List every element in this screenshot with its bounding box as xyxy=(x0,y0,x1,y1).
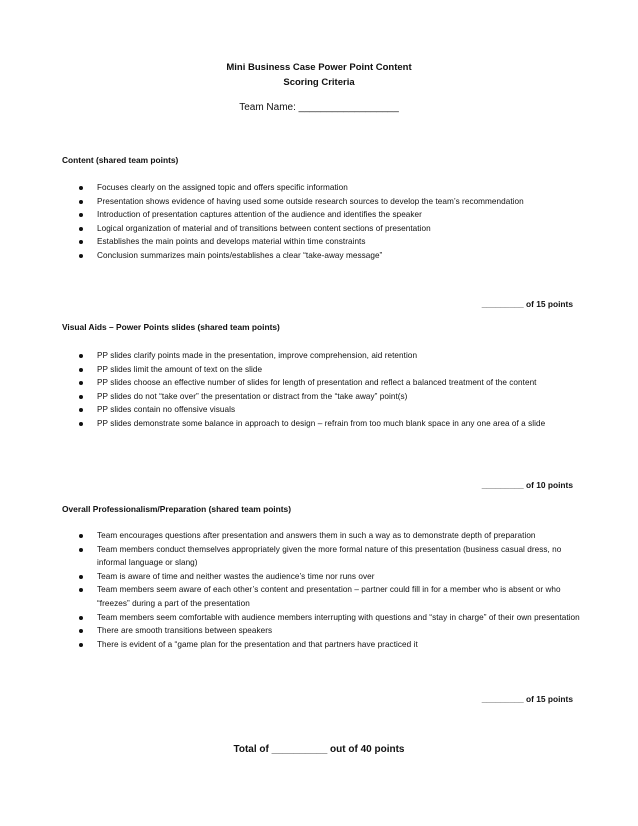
bullet-icon xyxy=(79,186,83,190)
bullet-icon xyxy=(79,354,83,358)
bullet-icon xyxy=(79,240,83,244)
bullet-icon xyxy=(79,395,83,399)
bullet-icon xyxy=(79,588,83,592)
professionalism-score-line: _________ of 15 points xyxy=(481,694,573,704)
section-heading-professionalism: Overall Professionalism/Preparation (shared team points) xyxy=(62,504,291,514)
bullet-icon xyxy=(79,422,83,426)
total-score-line: Total of __________ out of 40 points xyxy=(233,744,405,755)
content-criteria-list xyxy=(62,181,582,263)
list-item: Introduction of presentation captures attention of the audience and identifies the speaker xyxy=(62,208,582,222)
list-item: Establishes the main points and develops material within time constraints xyxy=(62,235,582,249)
list-item: Team members seem comfortable with audience members interrupting with questions and “stay in charge” of their own presentation xyxy=(62,611,582,625)
list-item: Team is aware of time and neither wastes the audience’s time nor runs over xyxy=(62,570,582,584)
list-item: PP slides choose an effective number of slides for length of presentation and reflect a balanced treatment of the content xyxy=(62,376,582,390)
professionalism-criteria-list xyxy=(62,529,582,651)
list-item: PP slides clarify points made in the presentation, improve comprehension, aid retention xyxy=(62,349,582,363)
visual-aids-score-line: _________ of 10 points xyxy=(481,480,573,490)
bullet-icon xyxy=(79,408,83,412)
section-heading-content: Content (shared team points) xyxy=(62,155,179,165)
bullet-icon xyxy=(79,381,83,385)
list-item: Logical organization of material and of transitions between content sections of presentation xyxy=(62,222,582,236)
bullet-icon xyxy=(79,629,83,633)
list-item: There is evident of a “game plan for the presentation and that partners have practiced it xyxy=(62,638,582,652)
bullet-icon xyxy=(79,213,83,217)
list-item: PP slides contain no offensive visuals xyxy=(62,403,582,417)
visual-aids-criteria-list xyxy=(62,349,582,431)
team-name-line: Team Name: __________________ xyxy=(239,102,399,113)
list-item: Conclusion summarizes main points/establishes a clear “take-away message” xyxy=(62,249,582,263)
list-item: There are smooth transitions between speakers xyxy=(62,624,582,638)
bullet-icon xyxy=(79,534,83,538)
list-item: PP slides limit the amount of text on the slide xyxy=(62,363,582,377)
bullet-icon xyxy=(79,643,83,647)
bullet-icon xyxy=(79,616,83,620)
list-item: Team encourages questions after presentation and answers them in such a way as to demonstrate depth of preparation xyxy=(62,529,582,543)
list-item: Team members conduct themselves appropriately given the more formal nature of this presentation (business casual dress, no informal language or slang) xyxy=(62,543,582,570)
list-item: Presentation shows evidence of having used some outside research sources to develop the team’s recommendation xyxy=(62,195,582,209)
document-title: Mini Business Case Power Point Content xyxy=(226,62,412,73)
bullet-icon xyxy=(79,575,83,579)
document-subtitle: Scoring Criteria xyxy=(283,77,355,88)
bullet-icon xyxy=(79,227,83,231)
bullet-icon xyxy=(79,368,83,372)
content-score-line: _________ of 15 points xyxy=(481,299,573,309)
list-item: Team members seem aware of each other’s content and presentation – partner could fill in for a member who is absent or who “freezes” during a part of the presentation xyxy=(62,583,582,610)
list-item: PP slides do not “take over” the presentation or distract from the “take away” point(s) xyxy=(62,390,582,404)
bullet-icon xyxy=(79,200,83,204)
section-heading-visual-aids: Visual Aids – Power Points slides (shared team points) xyxy=(62,322,280,332)
bullet-icon xyxy=(79,548,83,552)
list-item: PP slides demonstrate some balance in approach to design – refrain from too much blank space in any one area of a slide xyxy=(62,417,582,431)
list-item: Focuses clearly on the assigned topic and offers specific information xyxy=(62,181,582,195)
bullet-icon xyxy=(79,254,83,258)
